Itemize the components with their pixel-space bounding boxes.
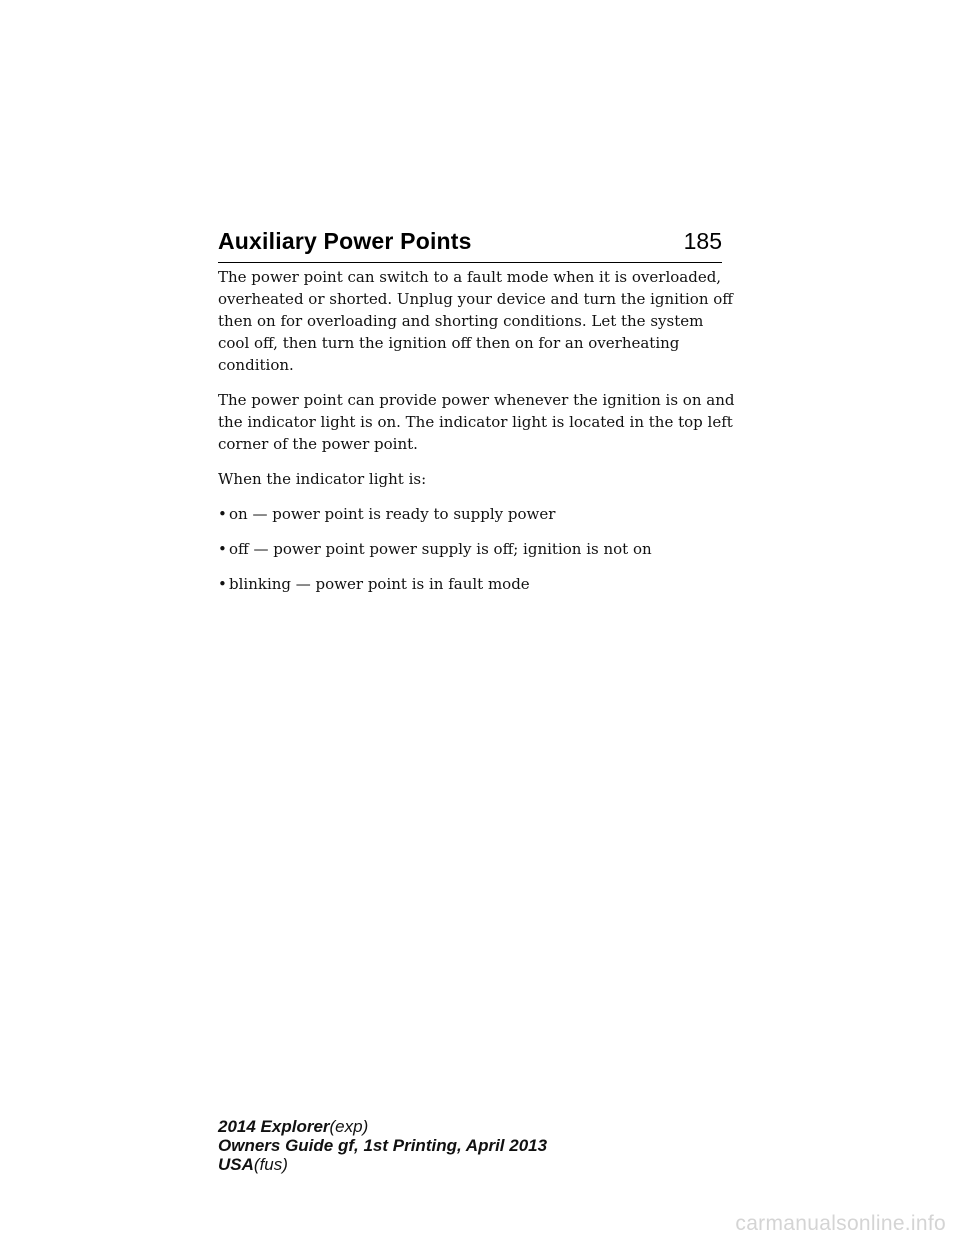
list-item: [218, 573, 738, 595]
body-content: [218, 266, 738, 608]
footer-market-name: USA: [218, 1155, 254, 1174]
paragraph-fault-mode: The power point can switch to a fault mode when it is overloaded, overheated or shorted. Unplug your device and turn the ignition off then on for overloading and shorting conditions. Let the system cool off, then turn the ignition off then on for an overheating condition.: [218, 268, 733, 374]
page-number: 185: [683, 228, 722, 254]
footer-line-model: [218, 1117, 547, 1136]
watermark: carmanualsonline.info: [735, 1212, 946, 1235]
list-item: [218, 538, 738, 560]
list-item-text: on — power point is ready to supply power: [229, 505, 556, 523]
paragraph-indicator-intro: When the indicator light is:: [218, 470, 427, 488]
footer-model-code: (exp): [329, 1117, 369, 1136]
bullet-icon: •: [218, 575, 227, 593]
footer-line-printing: Owners Guide gf, 1st Printing, April 2013: [218, 1136, 548, 1155]
section-title: Auxiliary Power Points: [218, 228, 472, 254]
page-header: [218, 228, 722, 263]
page-footer: [218, 1117, 547, 1174]
list-item: [218, 503, 738, 525]
footer-model-name: 2014 Explorer: [218, 1117, 330, 1136]
bullet-icon: •: [218, 540, 227, 558]
list-item-text: blinking — power point is in fault mode: [229, 575, 530, 593]
paragraph-power-availability: The power point can provide power whenever the ignition is on and the indicator light is on. The indicator light is located in the top left corner of the power point.: [218, 391, 735, 453]
footer-market-code: (fus): [253, 1155, 288, 1174]
bullet-icon: •: [218, 505, 227, 523]
list-item-text: off — power point power supply is off; ignition is not on: [229, 540, 652, 558]
footer-line-market: [218, 1155, 547, 1174]
indicator-status-list: [218, 503, 738, 595]
